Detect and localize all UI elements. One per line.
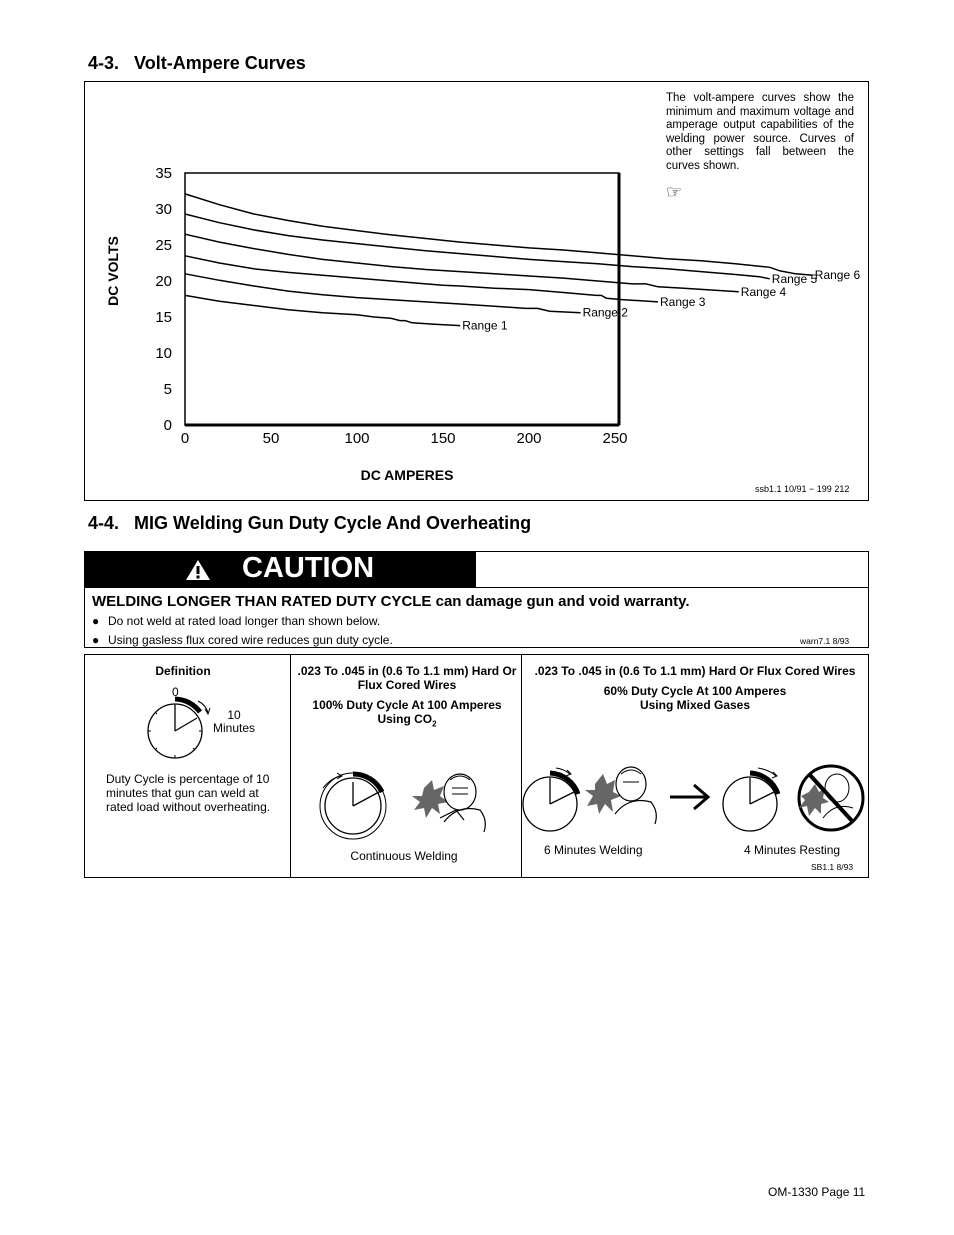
- y-tick-label: 5: [163, 381, 172, 398]
- col3-caption-resting: 4 Minutes Resting: [744, 843, 841, 857]
- col2-subtitle: [296, 698, 518, 731]
- clock-icon-6min: [520, 764, 582, 838]
- arrow-right-icon: [668, 783, 712, 811]
- col3-title: .023 To .045 in (0.6 To 1.1 mm) Hard Or Flux Cored Wires: [534, 664, 856, 678]
- caution-bullet: ● Using gasless flux cored wire reduces gun duty cycle.: [92, 633, 393, 647]
- no-welding-icon: [795, 762, 867, 834]
- caution-code: warn7.1 8/93: [800, 636, 850, 646]
- plot-frame: [185, 173, 619, 425]
- clock-icon: [140, 693, 220, 773]
- clock-minutes: Minutes: [212, 721, 256, 735]
- section-number: 4-3.: [88, 53, 120, 73]
- y-tick-label: 0: [163, 417, 172, 434]
- y-tick-label: 30: [155, 201, 172, 218]
- duty-code: SB1.1 8/93: [811, 862, 854, 872]
- y-tick-label: 25: [155, 237, 172, 254]
- section-title: Volt-Ampere Curves: [134, 53, 306, 73]
- col3-caption-welding: 6 Minutes Welding: [544, 843, 643, 857]
- y-axis-label: DC VOLTS: [105, 236, 121, 306]
- x-axis-label: DC AMPERES: [360, 467, 454, 483]
- y-tick-label: 15: [155, 309, 172, 326]
- x-tick-label: 200: [516, 430, 542, 447]
- y-tick-label: 35: [155, 165, 172, 182]
- caution-headline: [92, 593, 690, 610]
- doc-code: ssb1.1 10/91 − 199 212: [755, 484, 850, 494]
- x-tick-label: 50: [262, 430, 280, 447]
- clock-zero-label: 0: [172, 685, 179, 699]
- section-number: 4-4.: [88, 513, 120, 533]
- caution-bullet-text: Using gasless flux cored wire reduces gun duty cycle.: [108, 633, 393, 647]
- description-text: The volt-ampere curves show the minimum and maximum voltage and amperage output capabilities of the welding power source. Curves of other settings fall between the curves shown.: [666, 92, 854, 172]
- definition-text: Duty Cycle is percentage of 10 minutes that gun can weld at rated load without overheating.: [106, 772, 271, 814]
- section-title: MIG Welding Gun Duty Cycle And Overheating: [134, 513, 532, 533]
- curve-range-5: [185, 214, 770, 279]
- curve-range-1: [185, 295, 460, 325]
- x-tick-label: 0: [180, 430, 190, 447]
- volt-ampere-chart: [0, 0, 954, 520]
- clock-ten: 10: [227, 708, 241, 722]
- caution-bullet-text: Do not weld at rated load longer than shown below.: [108, 614, 381, 628]
- caution-label: CAUTION: [242, 552, 375, 584]
- caution-headline-bold: WELDING LONGER THAN RATED DUTY CYCLE: [92, 593, 432, 610]
- series-label-2: Range 2: [582, 305, 628, 320]
- caution-bullets: [92, 612, 393, 650]
- caution-headline-rest: can damage gun and void warranty.: [431, 593, 690, 610]
- welder-icon: [585, 764, 663, 826]
- col2-title: .023 To .045 in (0.6 To 1.1 mm) Hard Or Flux Cored Wires: [297, 664, 517, 692]
- column-divider: [290, 654, 291, 878]
- caution-banner: [84, 551, 476, 587]
- y-tick-label: 10: [155, 345, 172, 362]
- series-label-5: Range 5: [771, 271, 818, 286]
- series-label-6: Range 6: [814, 268, 861, 283]
- welder-icon: [410, 770, 492, 832]
- clock-icon-4min: [720, 764, 790, 838]
- warning-triangle-icon: [185, 559, 211, 581]
- col2-subscript: 2: [432, 719, 437, 729]
- clock-icon-full: [315, 770, 395, 842]
- section-heading-4-4: [88, 513, 531, 534]
- col2-subtitle-text: 100% Duty Cycle At 100 Amperes Using CO: [312, 698, 502, 726]
- definition-title: Definition: [155, 664, 211, 678]
- series-label-1: Range 1: [462, 318, 508, 333]
- series-label-4: Range 4: [740, 284, 787, 299]
- series-label-3: Range 3: [660, 294, 706, 309]
- page-footer: OM-1330 Page 11: [768, 1185, 866, 1199]
- caution-bullet: ● Do not weld at rated load longer than shown below.: [92, 614, 381, 628]
- x-tick-label: 150: [430, 430, 456, 447]
- pointing-hand-icon: ☞: [666, 182, 683, 202]
- y-tick-label: 20: [155, 273, 172, 290]
- col2-caption: Continuous Welding: [350, 849, 458, 863]
- col3-subtitle: 60% Duty Cycle At 100 Amperes Using Mixed Gases: [603, 684, 787, 712]
- x-tick-label: 250: [602, 430, 628, 447]
- x-tick-label: 100: [344, 430, 370, 447]
